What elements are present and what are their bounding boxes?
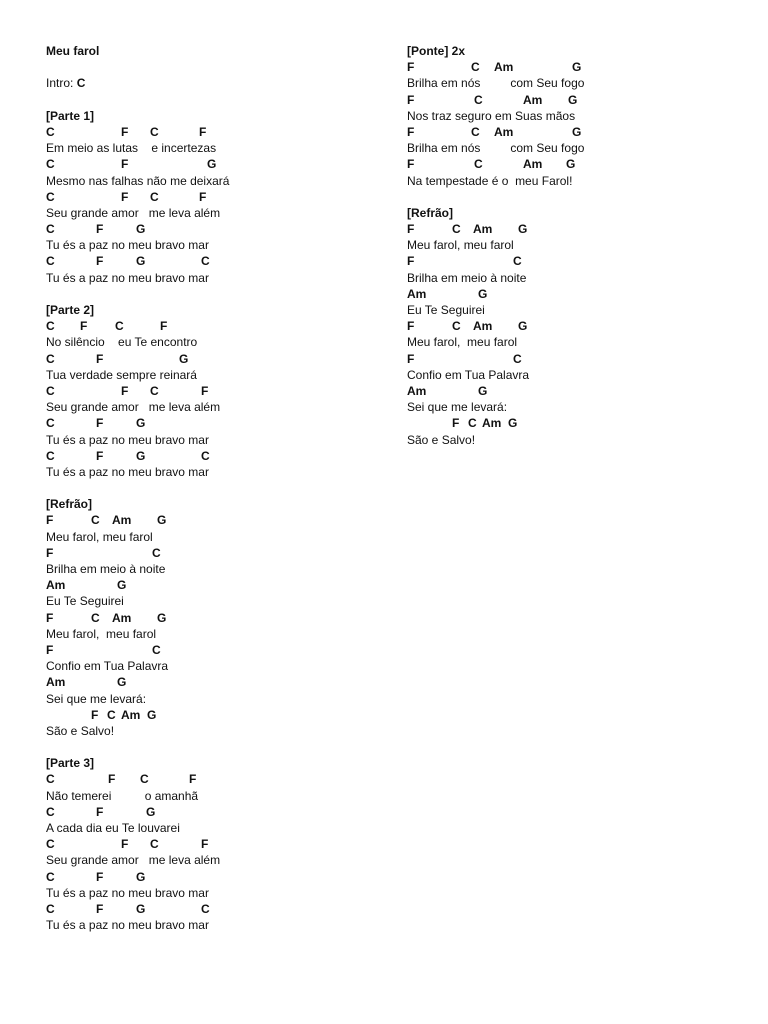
chord: G: [157, 513, 167, 528]
chord: C: [46, 319, 55, 334]
chord: F: [452, 416, 460, 431]
chord: C: [201, 254, 210, 269]
chord: F: [46, 642, 54, 657]
chord: G: [136, 222, 146, 237]
verse-lines: [46, 318, 376, 480]
lyric-line: Seu grande amor me leva além: [46, 853, 221, 868]
left-column: [46, 43, 376, 933]
chord-line: [407, 351, 737, 367]
chord: G: [508, 416, 518, 431]
chord: G: [146, 804, 156, 819]
chord: F: [407, 351, 415, 366]
chord: Am: [407, 383, 427, 398]
intro-label: Intro:: [46, 76, 77, 91]
lyric-line: Brilha em meio à noite: [407, 270, 527, 285]
chord: C: [46, 772, 55, 787]
chord: C: [115, 319, 124, 334]
chord: Am: [112, 513, 132, 528]
chord: C: [46, 222, 55, 237]
chord-line: [46, 610, 376, 626]
right-column: [407, 43, 737, 448]
chord: G: [566, 157, 576, 172]
lyric-line: Tu és a paz no meu bravo mar: [46, 918, 209, 933]
chord-line: [46, 642, 376, 658]
chord-line: [46, 836, 376, 852]
chord: C: [107, 707, 116, 722]
verse-lines: [46, 512, 376, 739]
chord-line: [46, 221, 376, 237]
chord: F: [199, 124, 207, 139]
chord: Am: [494, 60, 514, 75]
verse-lines: [407, 59, 737, 189]
chord: F: [96, 901, 104, 916]
chord: G: [136, 901, 146, 916]
chord: C: [152, 642, 161, 657]
chord: C: [150, 189, 159, 204]
chord: G: [572, 124, 582, 139]
chord: C: [46, 448, 55, 463]
section-refrao: [46, 496, 376, 739]
chord: C: [46, 351, 55, 366]
chord: C: [201, 901, 210, 916]
chord: Am: [473, 319, 493, 334]
chord: Am: [482, 416, 502, 431]
chord: G: [478, 286, 488, 301]
lyric-line: Seu grande amor me leva além: [46, 205, 221, 220]
chord-line: [46, 351, 376, 367]
chord: F: [46, 513, 54, 528]
chord-line: [46, 674, 376, 690]
lyric-line: Não temerei o amanhã: [46, 788, 199, 803]
chord: C: [91, 610, 100, 625]
chord-line: [46, 448, 376, 464]
lyric-line: Brilha em meio à noite: [46, 562, 166, 576]
chord: C: [140, 772, 149, 787]
lyric-line: Eu Te Seguirei: [46, 594, 124, 609]
chord: F: [121, 837, 129, 852]
section-heading: [Parte 1]: [46, 108, 95, 123]
chord: F: [121, 383, 129, 398]
lyric-line: Tu és a paz no meu bravo mar: [46, 464, 209, 479]
chord-line: [46, 804, 376, 820]
chord-line: [407, 124, 737, 140]
lyric-line: Sei que me levará:: [407, 400, 508, 415]
chord-line: [407, 253, 737, 269]
chord: G: [157, 610, 167, 625]
lyric-line: Sei que me levará:: [46, 691, 147, 706]
lyric-line: Tu és a paz no meu bravo mar: [46, 238, 209, 253]
section-parte-2: [46, 302, 376, 480]
chord: F: [121, 189, 129, 204]
chord-line: [407, 221, 737, 237]
chord-line: [407, 318, 737, 334]
lyric-line: Em meio as lutas e incertezas: [46, 141, 217, 156]
chord: C: [152, 545, 161, 560]
chord: F: [407, 222, 415, 237]
chord: C: [471, 124, 480, 139]
chord: G: [136, 416, 146, 431]
chord-line: [46, 415, 376, 431]
chord: F: [46, 610, 54, 625]
chord-line: [407, 383, 737, 399]
section-ponte: [407, 43, 737, 189]
chord: Am: [523, 92, 543, 107]
chord: F: [407, 60, 415, 75]
chord: F: [46, 545, 54, 560]
lyric-line: Meu farol, meu farol: [407, 238, 514, 253]
chord: Am: [407, 286, 427, 301]
chord-line: [46, 577, 376, 593]
lyric-line: Tu és a paz no meu bravo mar: [46, 885, 209, 900]
section-heading: [Parte 3]: [46, 756, 95, 771]
chord: F: [108, 772, 116, 787]
chord: C: [46, 869, 55, 884]
chord: Am: [46, 675, 66, 690]
chord-line: [407, 92, 737, 108]
chord: F: [407, 254, 415, 269]
chord: Am: [523, 157, 543, 172]
chord: F: [96, 804, 104, 819]
chord: C: [474, 92, 483, 107]
chord: F: [201, 383, 209, 398]
chord-line: [407, 156, 737, 172]
chord: C: [91, 513, 100, 528]
lyric-line: A cada dia eu Te louvarei: [46, 821, 180, 835]
verse-lines: [46, 124, 376, 286]
chord: C: [150, 837, 159, 852]
chord-line: [46, 512, 376, 528]
chord-line: [407, 286, 737, 302]
chord: F: [199, 189, 207, 204]
chord: C: [474, 157, 483, 172]
chord: C: [46, 416, 55, 431]
chord: F: [407, 319, 415, 334]
section-heading: [Refrão]: [407, 205, 454, 220]
chord: Am: [46, 578, 66, 593]
chord: Am: [473, 222, 493, 237]
chord: C: [513, 351, 522, 366]
verse-lines: [407, 221, 737, 448]
chord: Am: [112, 610, 132, 625]
chord: C: [46, 157, 55, 172]
section-heading: [Refrão]: [46, 497, 93, 512]
chord: F: [96, 351, 104, 366]
lyric-line: Tu és a paz no meu bravo mar: [46, 432, 209, 447]
chord: F: [407, 157, 415, 172]
lyric-line: Na tempestade é o meu Farol!: [407, 173, 573, 188]
lyric-line: Confio em Tua Palavra: [46, 659, 169, 674]
chord: C: [452, 319, 461, 334]
lyric-line: Eu Te Seguirei: [407, 303, 485, 317]
chord: G: [136, 448, 146, 463]
lyric-line: Tua verdade sempre reinará: [46, 367, 197, 382]
lyric-line: Mesmo nas falhas não me deixará: [46, 173, 230, 188]
chord: F: [189, 772, 197, 787]
chord: Am: [121, 707, 141, 722]
lyric-line: Brilha em nós com Seu fogo: [407, 141, 585, 156]
lyric-line: Meu farol, meu farol: [46, 626, 157, 641]
chord: F: [121, 157, 129, 172]
chord-line: [46, 545, 376, 561]
chord: F: [407, 124, 415, 139]
chord: G: [518, 222, 528, 237]
chord-line: [46, 156, 376, 172]
lyric-line: Tu és a paz no meu bravo mar: [46, 270, 209, 285]
chord: G: [572, 60, 582, 75]
song-title: Meu farol: [46, 44, 100, 58]
chord: F: [96, 254, 104, 269]
lyric-line: São e Salvo!: [46, 723, 115, 738]
chord: C: [150, 383, 159, 398]
chord: G: [136, 869, 146, 884]
chord: F: [96, 448, 104, 463]
intro-chord: C: [76, 76, 86, 91]
section-heading: [Parte 2]: [46, 303, 95, 317]
chord: F: [80, 319, 88, 334]
chord: C: [471, 60, 480, 75]
section-heading: [Ponte] 2x: [407, 44, 466, 58]
chord-line: [407, 415, 737, 431]
chord: F: [91, 707, 99, 722]
chord: G: [179, 351, 189, 366]
chord: G: [568, 92, 578, 107]
chord: C: [46, 901, 55, 916]
chord: F: [96, 416, 104, 431]
chord: C: [46, 837, 55, 852]
chord: G: [117, 578, 127, 593]
chord: C: [46, 189, 55, 204]
chord-line: [46, 383, 376, 399]
chord: F: [121, 124, 129, 139]
chord-line: [46, 124, 376, 140]
chord: F: [96, 222, 104, 237]
chord: C: [201, 448, 210, 463]
chord-line: [46, 901, 376, 917]
lyric-line: Brilha em nós com Seu fogo: [407, 76, 585, 91]
verse-lines: [46, 771, 376, 933]
chord-line: [46, 253, 376, 269]
chord-line: [407, 59, 737, 75]
chord: C: [46, 254, 55, 269]
chord: F: [160, 319, 168, 334]
section-parte-1: [46, 108, 376, 286]
section-parte-3: [46, 755, 376, 933]
chord: G: [207, 157, 217, 172]
section-refrao-2: [407, 205, 737, 448]
chord: G: [478, 383, 488, 398]
lyric-line: Nos traz seguro em Suas mãos: [407, 108, 576, 123]
chord: C: [468, 416, 477, 431]
lyric-line: Meu farol, meu farol: [407, 335, 518, 350]
chord-line: [46, 707, 376, 723]
chord: F: [96, 869, 104, 884]
chord: G: [147, 707, 157, 722]
chord: Am: [494, 124, 514, 139]
chord-line: [46, 869, 376, 885]
chord: C: [46, 804, 55, 819]
chord: C: [46, 383, 55, 398]
lyric-line: Seu grande amor me leva além: [46, 400, 221, 415]
lyric-line: No silêncio eu Te encontro: [46, 335, 198, 350]
chord: G: [117, 675, 127, 690]
lyric-line: Meu farol, meu farol: [46, 529, 153, 544]
chord-line: [46, 771, 376, 787]
chord: C: [46, 124, 55, 139]
lyric-line: Confio em Tua Palavra: [407, 367, 530, 382]
lyric-line: São e Salvo!: [407, 432, 476, 447]
chord: C: [150, 124, 159, 139]
chord: C: [513, 254, 522, 269]
chord-line: [46, 189, 376, 205]
intro-line: [46, 75, 376, 91]
chord: C: [452, 222, 461, 237]
chord-line: [46, 318, 376, 334]
chord: F: [407, 92, 415, 107]
chord: G: [518, 319, 528, 334]
chord: F: [201, 837, 209, 852]
chord: G: [136, 254, 146, 269]
